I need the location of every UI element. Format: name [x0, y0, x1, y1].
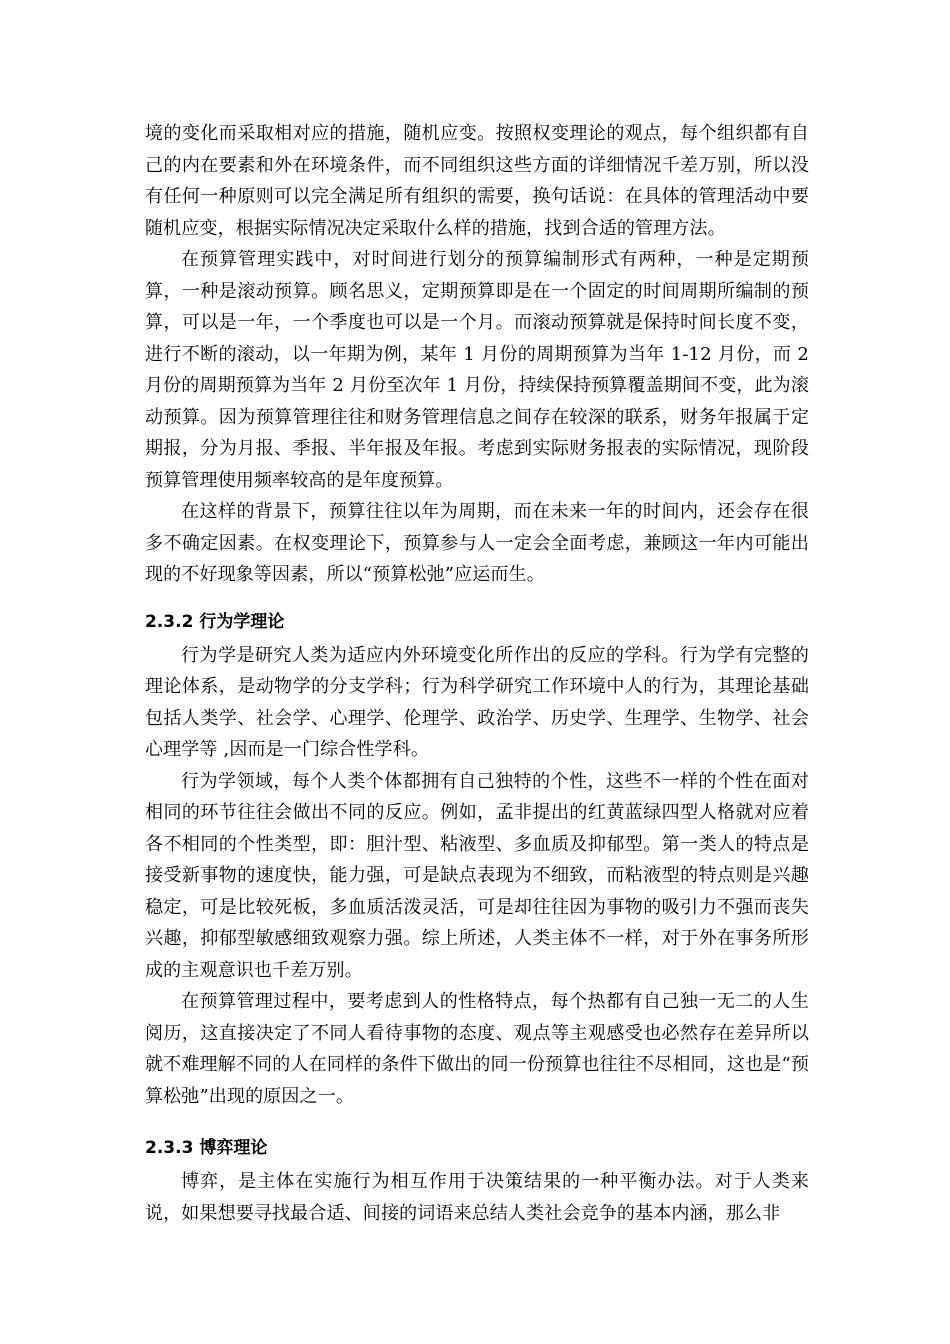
paragraph-budget-slack-origin: 在这样的背景下，预算往往以年为周期，而在未来一年的时间内，还会存在很多不确定因素。在权变理论下，预算参与人一定会全面考虑，兼顾这一年内可能出现的不好现象等因素，所以“预算松弛”应运而生。 [145, 501, 809, 585]
paragraph-behavioral-definition: 行为学是研究人类为适应内外环境变化所作出的反应的学科。行为学有完整的理论体系，是动物学的分支学科；行为科学研究工作环境中人的行为，其理论基础包括人类学、社会学、心理学、伦理学、政治学、历史学、生理学、生物学、社会心理学等 ,因而是一门综合性学科。 [145, 644, 809, 760]
paragraph-contingency-continued: 境的变化而采取相对应的措施，随机应变。按照权变理论的观点，每个组织都有自己的内在要素和外在环境条件，而不同组织这些方面的详细情况千差万别，所以没有任何一种原则可以完全满足所有组织的需要，换句话说：在具体的管理活动中要随机应变，根据实际情况决定采取什么样的措施，找到合适的管理方法。 [145, 123, 809, 239]
paragraph-budget-personality: 在预算管理过程中，要考虑到人的性格特点，每个热都有自己独一无二的人生阅历，这直接决定了不同人看待事物的态度、观点等主观感受也必然存在差异所以就不难理解不同的人在同样的条件下做出的同一份预算也往往不尽相同，这也是“预算松弛”出现的原因之一。 [145, 991, 809, 1107]
paragraph-game-definition: 博弈，是主体在实施行为相互作用于决策结果的一种平衡办法。对于人类来说，如果想要寻找最合适、间接的词语来总结人类社会竞争的基本内涵，那么非 [145, 1171, 809, 1224]
section-heading-behavioral-theory: 2.3.2 行为学理论 [145, 611, 285, 632]
document-body [145, 118, 809, 1229]
paragraph-personality-types: 行为学领域，每个人类个体都拥有自己独特的个性，这些不一样的个性在面对相同的环节往往会做出不同的反应。例如，孟非提出的红黄蓝绿四型人格就对应着各不相同的个性类型，即：胆汁型、粘液型、多血质及抑郁型。第一类人的特点是接受新事物的速度快，能力强，可是缺点表现为不细致，而粘液型的特点则是兴趣稳定，可是比较死板，多血质活泼灵活，可是却往往因为事物的吸引力不强而丧失兴趣，抑郁型敏感细致观察力强。综上所述，人类主体不一样，对于外在事务所形成的主观意识也千差万别。 [145, 770, 809, 981]
paragraph-budget-forms: 在预算管理实践中，对时间进行划分的预算编制形式有两种，一种是定期预算，一种是滚动预算。顾名思义，定期预算即是在一个固定的时间周期所编制的预算，可以是一年，一个季度也可以是一个月。而滚动预算就是保持时间长度不变，进行不断的滚动，以一年期为例，某年 1 月份的周期预算为当年 1-12 月份，而 2 月份的周期预算为当年 2 月份至次年 1 月份，持续保持预算覆盖期间不变，此为滚动预算。因为预算管理往往和财务管理信息之间存在较深的联系，财务年报属于定期报，分为月报、季报、半年报及年报。考虑到实际财务报表的实际情况，现阶段预算管理使用频率较高的是年度预算。 [145, 249, 809, 491]
section-heading-game-theory: 2.3.3 博弈理论 [145, 1138, 268, 1158]
